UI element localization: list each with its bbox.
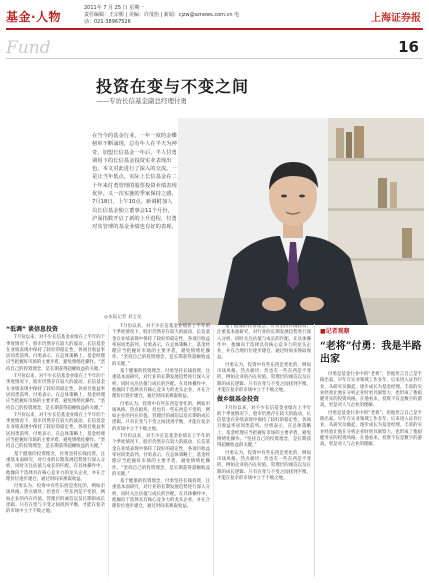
column-divider — [213, 324, 214, 577]
paragraph: 7月份以来，对不少长信基金业绩在上半年的个季度情况下，股市仍然存在较大的波动，长信基金在业绩表现中保持了较好的稳定性，各项目收益率居同类前列。付勇表示，在总体策略上，基金经理应当把握好市场的主要矛盾，避免情绪化操作。“坚持自己的投资理念，是长期获得超额收益的关键。” — [112, 434, 210, 477]
paragraph: 付勇认为，投资中有些东西是变化的，例如市场风格、热点板块；但也有一些东西是不变的，例如企业的内在价值、管理层的诚信以及长期的成长逻辑。只有在变与不变之间找到平衡，才能在复杂的市场中立于不败之地。 — [6, 484, 105, 515]
paragraph: 7月份以来，对不少长信基金业绩在上半年的个季度情况下，股市仍然存在较大的波动，长信基金在业绩表现中保持了较好的稳定性，各项目收益率居同类前列。付勇表示，在总体策略上，基金经理应当把握好市场的主要矛盾，避免情绪化操作。“坚持自己的投资理念，是长期获得超额收益的关键。” — [6, 374, 105, 411]
paragraph: 7月份以来，对不少长信基金业绩在上半年的个季度情况下，股市仍然存在较大的波动，长信基金在业绩表现中保持了较好的稳定性，各项目收益率居同类前列。付勇表示，在总体策略上，基金经理应当把握好市场的主要矛盾，避免情绪化操作。“坚持自己的投资理念，是长期获得超额收益的关键。” — [6, 412, 105, 450]
article-intro: 在当今的基金行业，一年一度的金蝶榜单不断涌现，总有年人在半天为神奇，加盟长信基金一年后，半人付勇调用下的长信基金投资实业表现出色。本文对此进行了深入的交流。一是让当年低点，实际上长信基金在二十年来付勇管理的股票投资业绩表现优异。又一次实施的季家保持之感，7月18日，上午10点，新调附加人员长信基金独立董事会11个月份，沪深指数开启了新的上升进程，付勇对其管理的基金业绩也有好的表现。 — [92, 133, 177, 231]
article-subhead: ——专访长信基金副总经理付勇 — [96, 97, 187, 105]
article-column-2 — [112, 324, 210, 512]
sidebar-label: ■记者观察 — [320, 328, 350, 335]
photo-credit: ◎本报记者 刘万龙 — [104, 315, 142, 320]
header-rule — [6, 28, 423, 30]
newspaper-logo: 上海证券报 — [371, 13, 421, 24]
paragraph: 基于健康的投资理念，付勇坚持长线投资，注重基本面研究，对行业的长期发展趋势进行深入分析，同时关注估值与成长的匹配。在具体操作中，他倾向于选择具有核心竞争力的龙头企业，并在合理价位逐步建仓，通过时间来换取收益。 — [217, 324, 311, 361]
portrait-photo — [178, 118, 424, 325]
section-heading: 做乡级基金投资 — [217, 396, 260, 404]
paragraph: 付勇是基金行业中的“老将”，但他坦言自己是半路出家。早年在实业领域工作多年，后来进入证券行业，从研究员做起，逐步成长为基金经理。丰富的实业经验让他在分析企业时更具洞察力，也形成了他稳健务实的投资风格。在他看来，投资不仅是数字的游戏，更是对人与企业的理解。 — [320, 410, 422, 448]
paragraph: 付勇是基金行业中的“老将”，但他坦言自己是半路出家。早年在实业领域工作多年，后来进入证券行业，从研究员做起，逐步成长为基金经理。丰富的实业经验让他在分析企业时更具洞察力，也形成了他稳健务实的投资风格。在他看来，投资不仅是数字的游戏，更是对人与企业的理解。 — [320, 372, 422, 409]
paragraph: 7月份以来，对不少长信基金业绩在上半年的个季度情况下，股市仍然存在较大的波动，长信基金在业绩表现中保持了较好的稳定性，各项目收益率居同类前列。付勇表示，在总体策略上，基金经理应当把握好市场的主要矛盾，避免情绪化操作。“坚持自己的投资理念，是长期获得超额收益的关键。” — [6, 335, 105, 372]
portrait-illustration — [178, 118, 424, 325]
sidebar-body — [320, 372, 422, 450]
paragraph: 基于健康的投资理念，付勇坚持长线投资，注重基本面研究，对行业的长期发展趋势进行深入分析，同时关注估值与成长的匹配。在具体操作中，他倾向于选择具有核心竞争力的龙头企业，并在合理价位逐步建仓，通过时间来换取收益。 — [112, 369, 210, 400]
editor-line: 责任编辑：王宗彬 | 美编：许茂怡 | 新闻：cjzw@sznews.com.cn 电话：021-38967526 — [84, 12, 240, 25]
section-title: 基金·人物 — [6, 10, 62, 24]
paragraph: 付勇认为，投资中有些东西是变化的，例如市场风格、热点板块；但也有一些东西是不变的，例如企业的内在价值、管理层的诚信以及长期的成长逻辑。只有在变与不变之间找到平衡，才能在复杂的市场中立于不败之地。 — [217, 362, 311, 393]
paragraph: 7月份以来，对不少长信基金业绩在上半年的个季度情况下，股市仍然存在较大的波动，长信基金在业绩表现中保持了较好的稳定性，各项目收益率居同类前列。付勇表示，在总体策略上，基金经理应当把握好市场的主要矛盾，避免情绪化操作。“坚持自己的投资理念，是长期获得超额收益的关键。” — [217, 405, 311, 449]
page-number: 16 — [398, 38, 419, 56]
sidebar-divider — [314, 324, 315, 577]
issue-meta — [84, 5, 244, 26]
article-column-1 — [6, 324, 105, 517]
section-heading: “低调” 谈信息投资 — [6, 326, 58, 333]
article-headline: 投资在变与不变之间 — [96, 77, 250, 96]
sidebar-title: “老将”付勇：我是半路出家 — [320, 341, 422, 365]
paragraph: 付勇认为，投资中有些东西是变化的，例如市场风格、热点板块；但也有一些东西是不变的，例如企业的内在价值、管理层的诚信以及长期的成长逻辑。只有在变与不变之间找到平衡，才能在复杂的市场中立于不败之地。 — [217, 450, 311, 481]
paragraph: 7月份以来，对不少长信基金业绩在上半年的个季度情况下，股市仍然存在较大的波动，长信基金在业绩表现中保持了较好的稳定性，各项目收益率居同类前列。付勇表示，在总体策略上，基金经理应当把握好市场的主要矛盾，避免情绪化操作。“坚持自己的投资理念，是长期获得超额收益的关键。” — [112, 324, 210, 367]
paragraph: 付勇认为，投资中有些东西是变化的，例如市场风格、热点板块；但也有一些东西是不变的，例如企业的内在价值、管理层的诚信以及长期的成长逻辑。只有在变与不变之间找到平衡，才能在复杂的市场中立于不败之地。 — [112, 401, 210, 432]
column-rule — [6, 58, 423, 59]
column-divider — [108, 324, 109, 577]
paragraph: 基于健康的投资理念，付勇坚持长线投资，注重基本面研究，对行业的长期发展趋势进行深入分析，同时关注估值与成长的匹配。在具体操作中，他倾向于选择具有核心竞争力的龙头企业，并在合理价位逐步建仓，通过时间来换取收益。 — [6, 451, 105, 482]
issue-date: 2011年 7 月 25 日 星期一 — [84, 5, 145, 11]
article-column-3 — [217, 324, 311, 483]
column-name: Fund — [6, 38, 51, 58]
paragraph: 基于健康的投资理念，付勇坚持长线投资，注重基本面研究，对行业的长期发展趋势进行深入分析，同时关注估值与成长的匹配。在具体操作中，他倾向于选择具有核心竞争力的龙头企业，并在合理价位逐步建仓，通过时间来换取收益。 — [112, 479, 210, 510]
